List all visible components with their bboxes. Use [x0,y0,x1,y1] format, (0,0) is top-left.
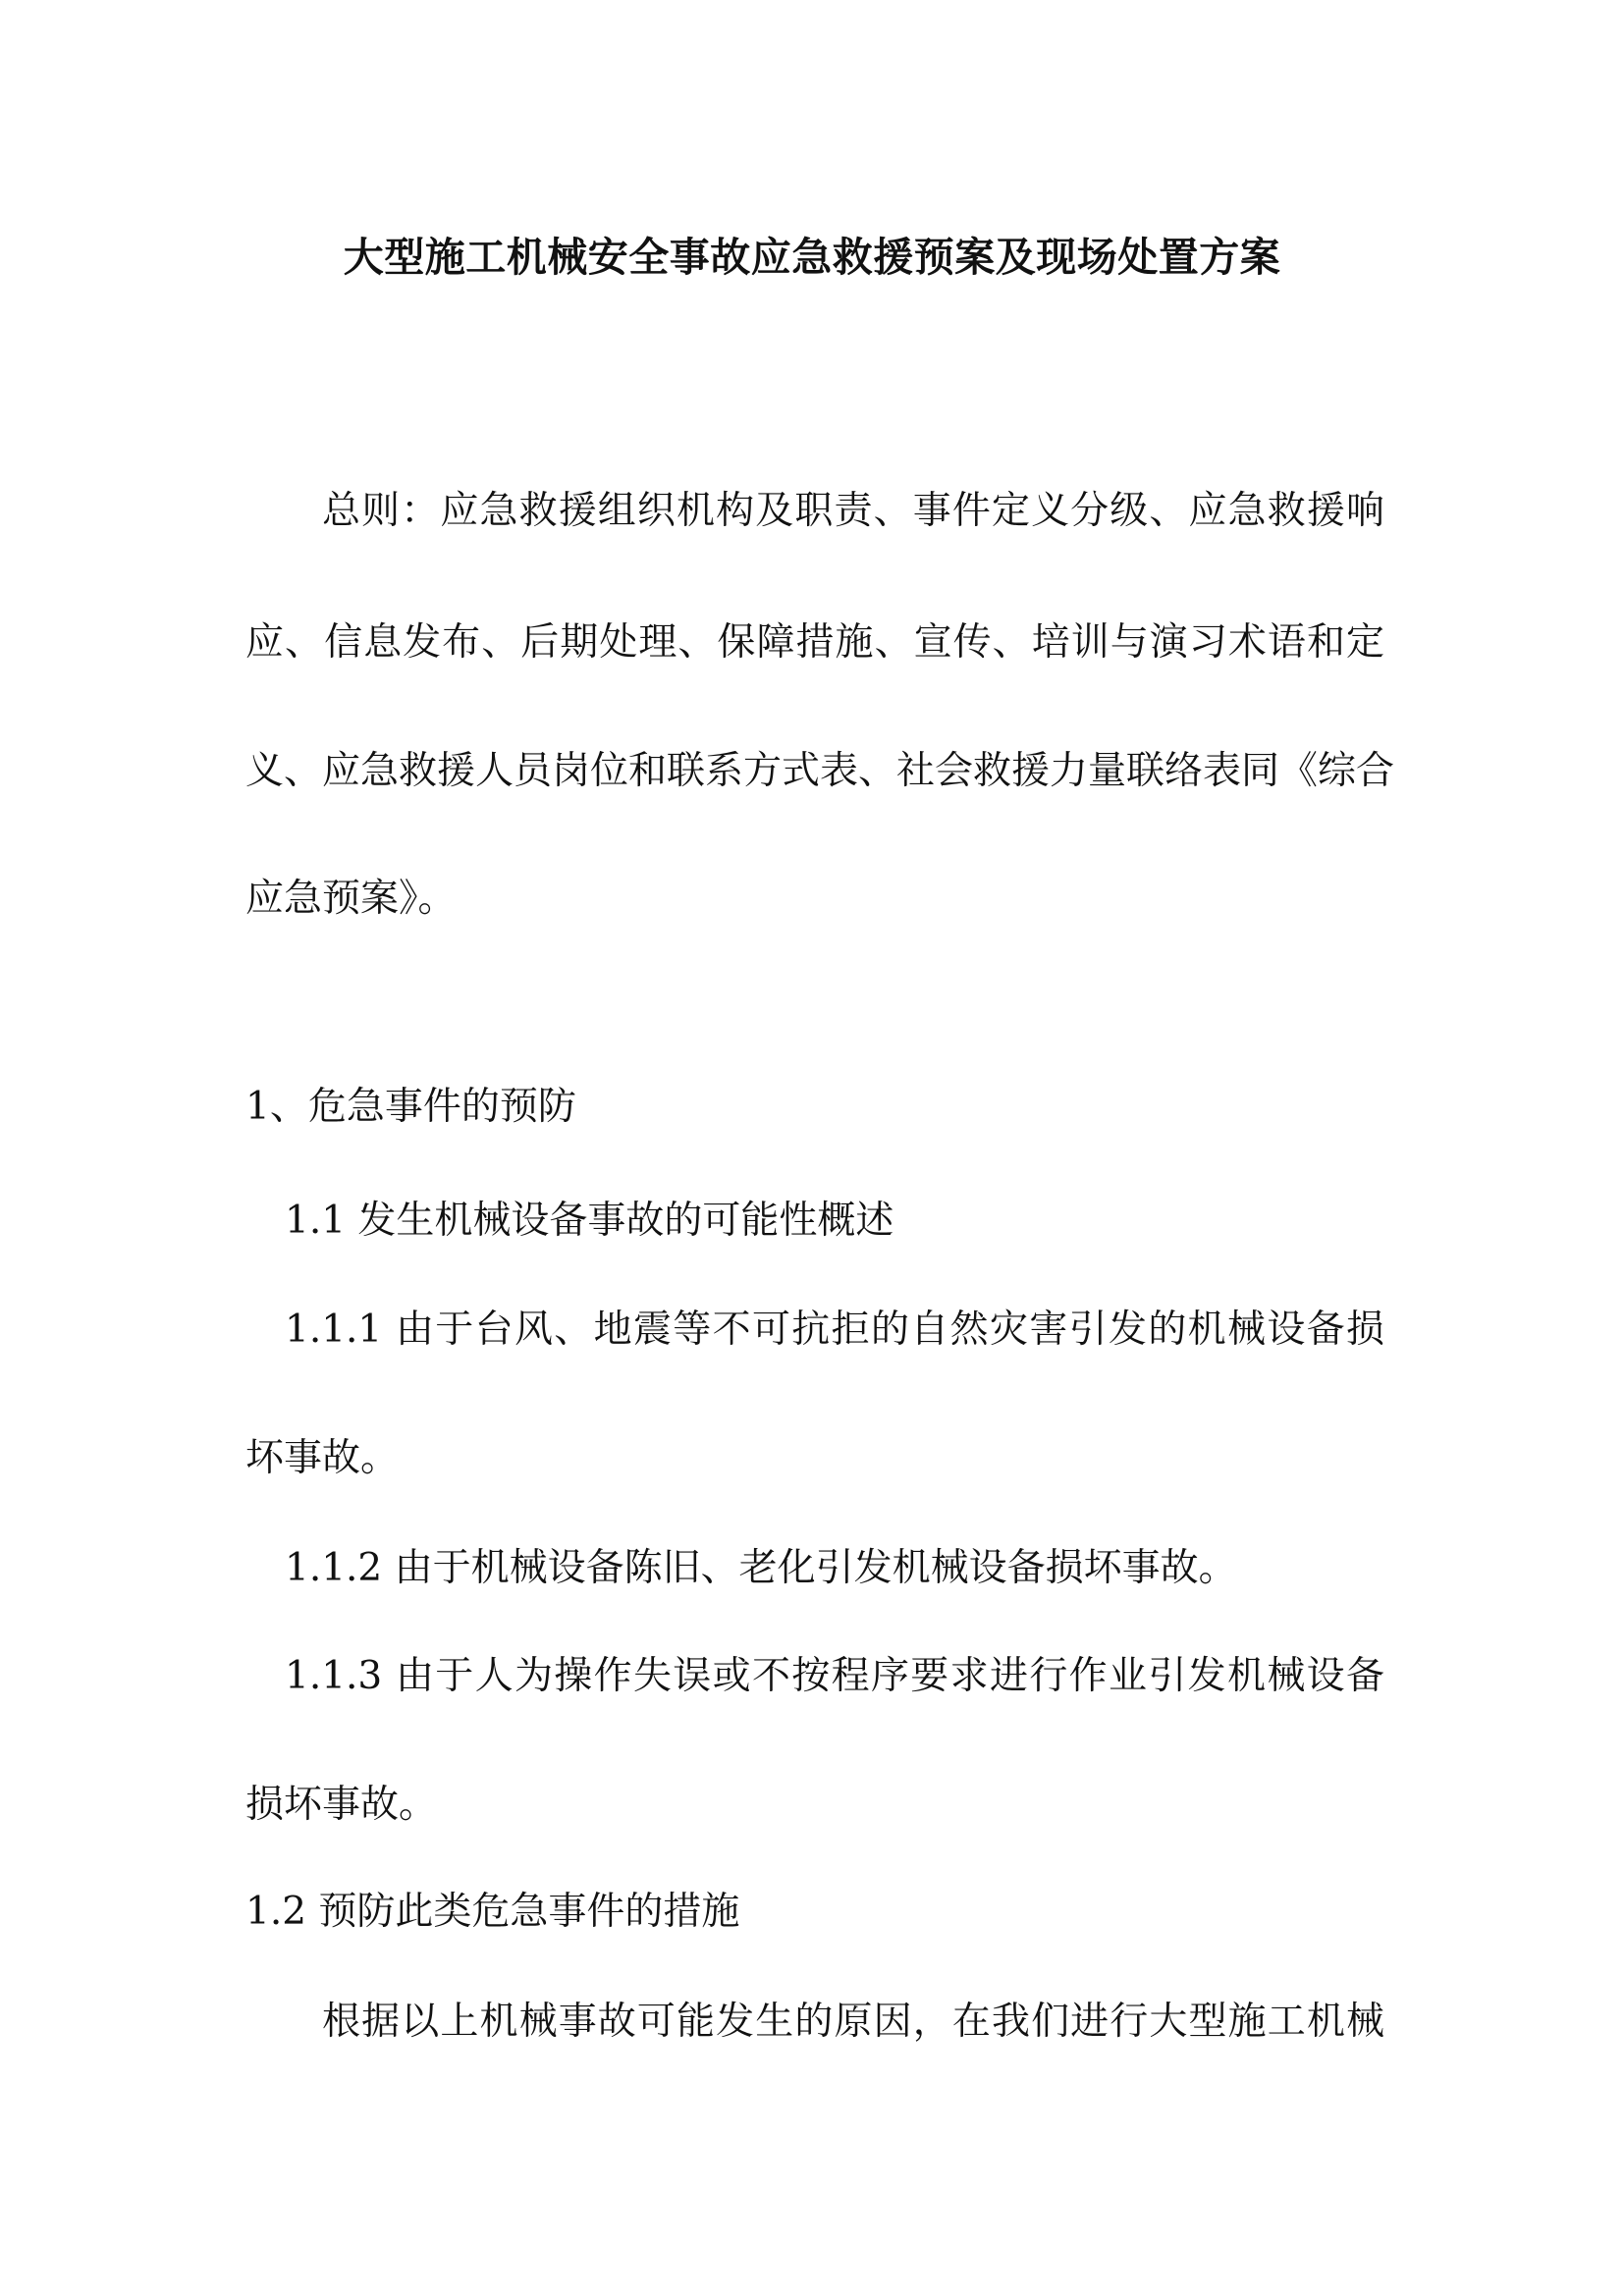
paragraph-line: 损坏事故。 [245,1783,438,1827]
subsection-heading: 1.2 预防此类危急事件的措施 [245,1890,740,1934]
paragraph-line: 1.1.1 由于台风、地震等不可抗拒的自然灾害引发的机械设备损 [285,1308,1384,1352]
subsection-heading: 1.1 发生机械设备事故的可能性概述 [285,1199,894,1243]
paragraph-line: 总则：应急救援组织机构及职责、事件定义分级、应急救援响 [322,489,1384,533]
paragraph-line: 1.1.3 由于人为操作失误或不按程序要求进行作业引发机械设备 [285,1654,1384,1698]
paragraph-line: 1.1.2 由于机械设备陈旧、老化引发机械设备损坏事故。 [285,1546,1237,1590]
paragraph-line: 根据以上机械事故可能发生的原因，在我们进行大型施工机械 [322,2000,1384,2044]
paragraph-line: 应、信息发布、后期处理、保障措施、宣传、培训与演习术语和定 [245,620,1384,665]
paragraph-line: 坏事故。 [245,1436,400,1480]
section-heading: 1、危急事件的预防 [245,1085,576,1129]
paragraph-line: 义、应急救援人员岗位和联系方式表、社会救援力量联络表同《综合 [245,749,1395,793]
document-title: 大型施工机械安全事故应急救援预案及现场处置方案 [343,234,1281,281]
paragraph-line: 应急预案》。 [245,877,457,921]
